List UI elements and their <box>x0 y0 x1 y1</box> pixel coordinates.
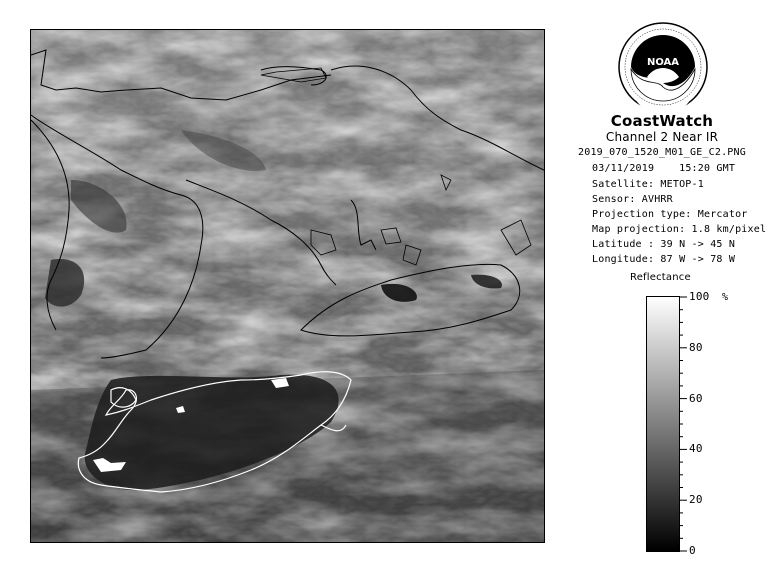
file-name: 2019_070_1520_M01_GE_C2.PNG <box>578 147 746 158</box>
longitude-range-label: Longitude: 87 W -> 78 W <box>592 254 736 265</box>
projection-type-label: Projection type: Mercator <box>592 209 748 220</box>
satellite-image <box>30 29 545 543</box>
colorbar-tick-label: 60 <box>689 391 703 405</box>
latitude-range-label: Latitude : 39 N -> 45 N <box>592 239 736 250</box>
colorbar-ticks <box>679 296 739 552</box>
colorbar-tick-label: 40 <box>689 442 703 456</box>
product-title: CoastWatch <box>610 112 714 130</box>
reflectance-unit: % <box>722 292 729 303</box>
reflectance-scale-title: Reflectance <box>630 272 691 283</box>
noaa-logo <box>617 21 709 113</box>
colorbar-tick-label: 100 <box>689 290 710 303</box>
satellite-label: Satellite: METOP-1 <box>592 179 704 190</box>
sensor-label: Sensor: AVHRR <box>592 194 673 205</box>
date-time-row <box>592 163 735 174</box>
colorbar-tick-label: 0 <box>689 544 696 557</box>
acquisition-time: 15:20 GMT <box>679 163 736 174</box>
noaa-emblem-icon <box>617 21 709 113</box>
satellite-map <box>31 30 544 542</box>
southern-shadow <box>31 370 544 542</box>
noaa-logo-text: NOAA <box>646 57 680 68</box>
map-projection-label: Map projection: 1.8 km/pixel <box>592 224 767 235</box>
channel-label: Channel 2 Near IR <box>605 130 719 144</box>
colorbar-tick-label: 20 <box>689 493 703 507</box>
colorbar-tick-label: 80 <box>689 340 703 354</box>
reflectance-colorbar <box>646 296 680 552</box>
acquisition-date: 03/11/2019 <box>592 163 655 174</box>
